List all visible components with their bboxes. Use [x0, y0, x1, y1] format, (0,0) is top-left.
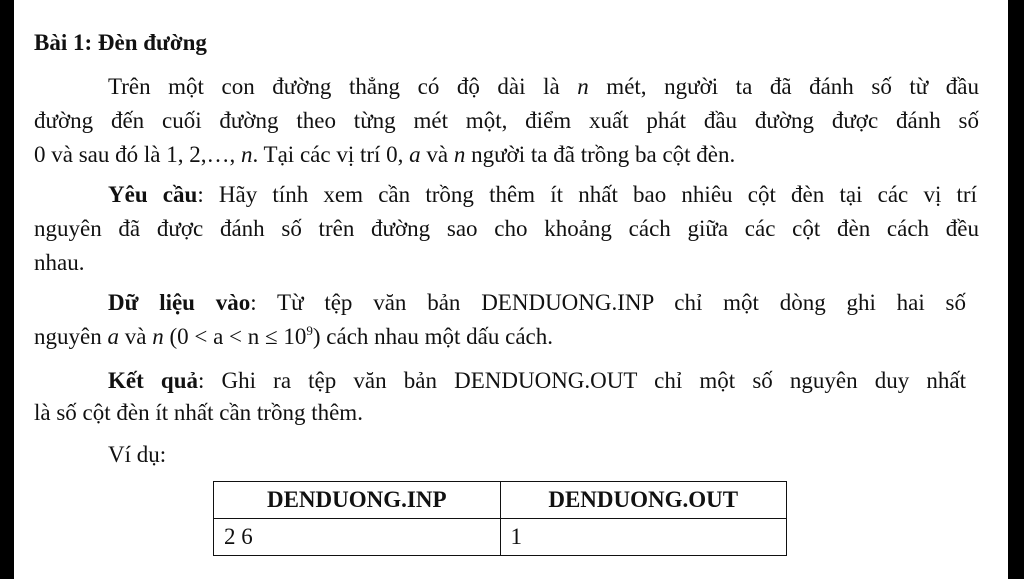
- input-line-2: nguyên a và n $(0 < a < n \le 10^9)$ cách nhau một dấu cách.: [34, 323, 553, 349]
- table-cell-input: 2 6: [214, 519, 501, 556]
- input-line-1: Dữ liệu vào: Từ tệp văn bản DENDUONG.INP chỉ một dòng ghi hai số: [108, 290, 966, 315]
- requirement-line-3: nhau.: [34, 250, 85, 275]
- table-header-output: DENDUONG.OUT: [500, 482, 787, 519]
- example-label: Ví dụ:: [108, 442, 167, 467]
- input-label: Dữ liệu vào: [108, 290, 251, 315]
- problem-title: Bài 1: Đèn đường: [34, 30, 207, 55]
- table-row: [214, 519, 787, 556]
- example-table: [213, 481, 787, 556]
- requirement-line-2: nguyên đã được đánh số trên đường sao cho khoảng cách giữa các cột đèn cách đều: [34, 216, 979, 241]
- paragraph-1-line-2: đường đến cuối đường theo từng mét một, điểm xuất phát đầu đường được đánh số: [34, 108, 979, 133]
- table-header-row: [214, 482, 787, 519]
- output-line-1: Kết quả: Ghi ra tệp văn bản DENDUONG.OUT chỉ một số nguyên duy nhất: [108, 368, 966, 393]
- table-cell-output: 1: [500, 519, 787, 556]
- table-header-input: DENDUONG.INP: [214, 482, 501, 519]
- paragraph-1-line-3: 0 và sau đó là 1, 2,…, n. Tại các vị trí 0, a và n người ta đã trồng ba cột đèn.: [34, 142, 736, 167]
- requirement-label: Yêu cầu: [108, 182, 198, 207]
- output-label: Kết quả: [108, 368, 198, 393]
- paragraph-1-line-1: Trên một con đường thẳng có độ dài là n mét, người ta đã đánh số từ đầu: [108, 74, 979, 99]
- output-line-2: là số cột đèn ít nhất cần trồng thêm.: [34, 400, 363, 425]
- requirement-line-1: Yêu cầu: Hãy tính xem cần trồng thêm ít nhất bao nhiêu cột đèn tại các vị trí: [108, 182, 977, 207]
- document-page: [14, 0, 1008, 579]
